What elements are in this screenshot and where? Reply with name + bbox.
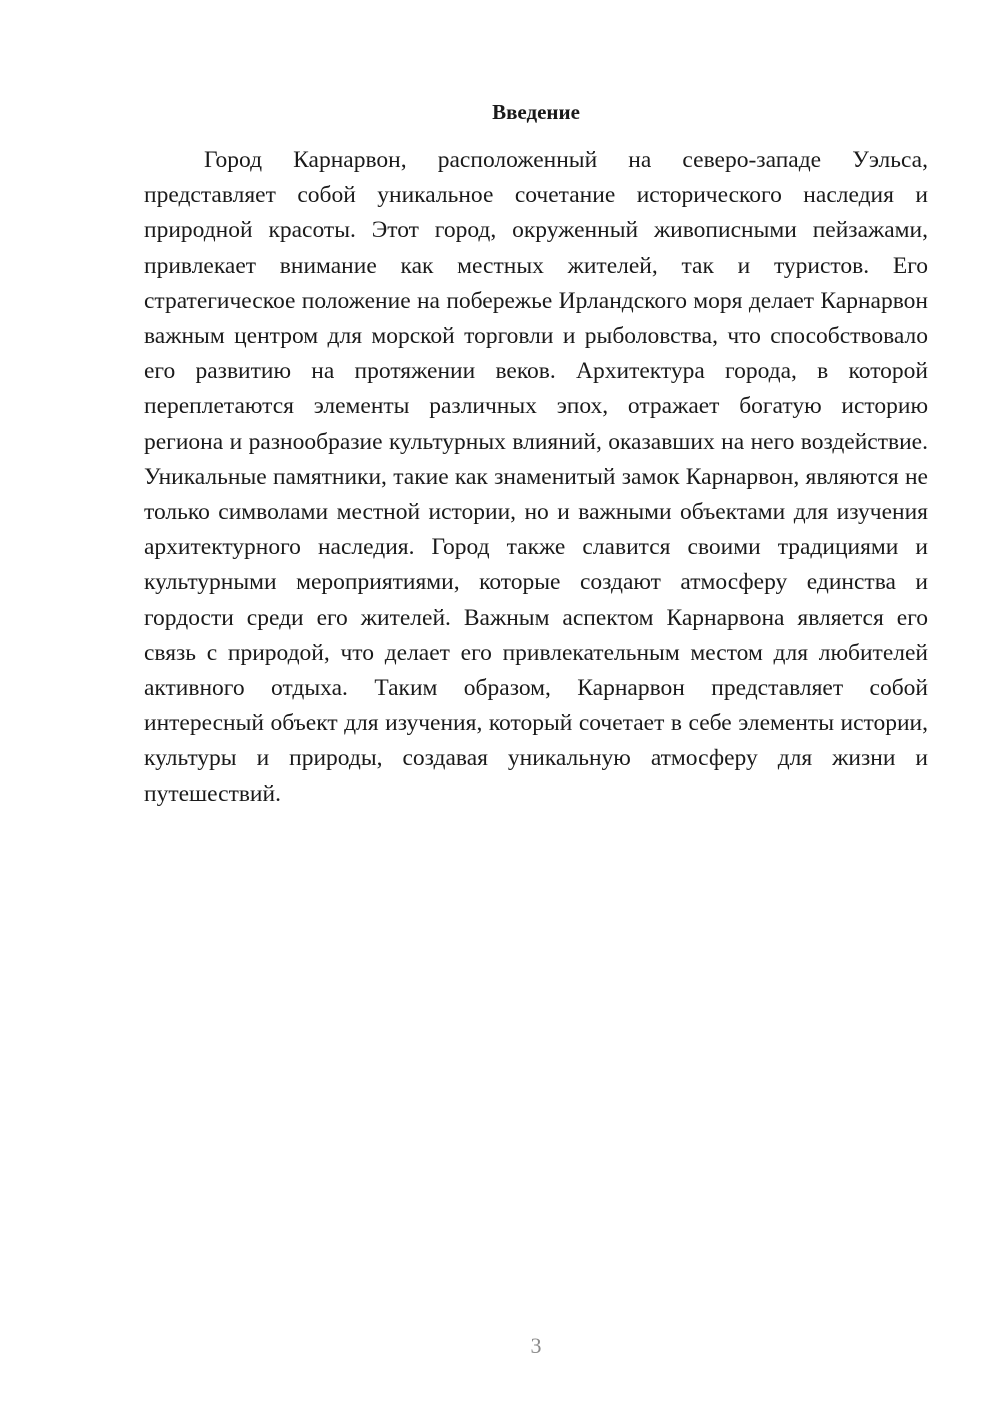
body-paragraph: Город Карнарвон, расположенный на северо-западе Уэльса, представляет собой уникальное сочетание исторического наследия и природной красоты. Этот город, окруженный живописными пейзажами, привлекает внимание как местных жителей, так и туристов. Его стратегическое положение на побережье Ирландского моря делает Карнарвон важным центром для морской торговли и рыболовства, что способствовало его развитию на протяжении веков. Архитектура города, в которой переплетаются элементы различных эпох, отражает богатую историю региона и разнообразие культурных влияний, оказавших на него воздействие. Уникальные памятники, такие как знаменитый замок Карнарвон, являются не только символами местной истории, но и важными объектами для изучения архитектурного наследия. Город также славится своими традициями и культурными мероприятиями, которые создают атмосферу единства и гордости среди его жителей. Важным аспектом Карнарвона является его связь с природой, что делает его привлекательным местом для любителей активного отдыха. Таким образом, Карнарвон представляет собой интересный объект для изучения, который сочетает в себе элементы истории, культуры и природы, создавая уникальную атмосферу для жизни и путешествий. [144,147,928,807]
section-heading: Введение [492,100,580,124]
page-number: 3 [530,1333,542,1358]
